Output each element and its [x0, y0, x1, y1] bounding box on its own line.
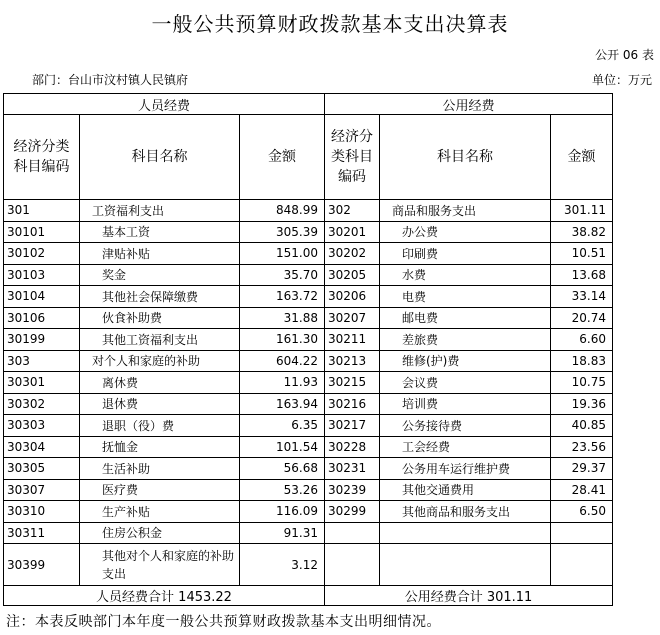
table-code: 公开 06 表	[595, 48, 654, 62]
personnel-code-cell: 30103	[4, 264, 80, 286]
personnel-total: 人员经费合计 1453.22	[4, 586, 325, 606]
unit-label: 单位：万元	[591, 73, 652, 87]
personnel-code-cell: 30303	[4, 415, 80, 437]
personnel-name-cell: 工资福利支出	[80, 200, 240, 222]
personnel-code-cell: 30311	[4, 522, 80, 544]
personnel-name-cell: 伙食补助费	[80, 307, 240, 329]
public-name-cell: 会议费	[380, 372, 551, 394]
personnel-code-cell: 30101	[4, 221, 80, 243]
personnel-amount-cell: 604.22	[240, 350, 325, 372]
personnel-amount-cell: 101.54	[240, 436, 325, 458]
personnel-code-cell: 30305	[4, 458, 80, 480]
header-name-personnel: 科目名称	[80, 115, 240, 200]
public-code-cell	[325, 544, 380, 586]
public-code-cell: 30202	[325, 243, 380, 265]
public-amount-cell: 40.85	[551, 415, 613, 437]
table-row	[4, 372, 613, 394]
public-amount-cell: 6.50	[551, 501, 613, 523]
personnel-amount-cell: 116.09	[240, 501, 325, 523]
header-amount-public: 金额	[551, 115, 613, 200]
personnel-name-cell: 医疗费	[80, 479, 240, 501]
public-code-cell: 30207	[325, 307, 380, 329]
personnel-name-cell: 抚恤金	[80, 436, 240, 458]
footnote: 注：本表反映部门本年度一般公共预算财政拨款基本支出明细情况。	[6, 614, 441, 630]
personnel-amount-cell: 6.35	[240, 415, 325, 437]
table-row	[4, 393, 613, 415]
public-name-cell: 其他交通费用	[380, 479, 551, 501]
header-amount-personnel: 金额	[240, 115, 325, 200]
public-amount-cell: 20.74	[551, 307, 613, 329]
table-row	[4, 286, 613, 308]
personnel-code-cell: 30102	[4, 243, 80, 265]
public-code-cell: 30216	[325, 393, 380, 415]
public-code-cell: 30206	[325, 286, 380, 308]
table-row	[4, 350, 613, 372]
public-amount-cell: 301.11	[551, 200, 613, 222]
table-row	[4, 436, 613, 458]
public-code-cell	[325, 522, 380, 544]
public-amount-cell: 10.51	[551, 243, 613, 265]
public-code-cell: 302	[325, 200, 380, 222]
public-name-cell: 公务用车运行维护费	[380, 458, 551, 480]
public-amount-cell	[551, 522, 613, 544]
personnel-code-cell: 30307	[4, 479, 80, 501]
personnel-name-cell: 其他社会保障缴费	[80, 286, 240, 308]
public-name-cell: 工会经费	[380, 436, 551, 458]
personnel-name-cell: 生活补助	[80, 458, 240, 480]
personnel-amount-cell: 161.30	[240, 329, 325, 351]
public-name-cell: 邮电费	[380, 307, 551, 329]
table-row	[4, 501, 613, 523]
public-amount-cell: 23.56	[551, 436, 613, 458]
public-code-cell: 30201	[325, 221, 380, 243]
personnel-name-cell: 住房公积金	[80, 522, 240, 544]
totals-row	[4, 586, 613, 606]
public-code-cell: 30205	[325, 264, 380, 286]
public-name-cell: 维修(护)费	[380, 350, 551, 372]
public-code-cell: 30239	[325, 479, 380, 501]
personnel-code-cell: 30399	[4, 544, 80, 586]
public-code-cell: 30211	[325, 329, 380, 351]
header-name-public: 科目名称	[380, 115, 551, 200]
public-name-cell	[380, 522, 551, 544]
personnel-amount-cell: 3.12	[240, 544, 325, 586]
table-row	[4, 544, 613, 586]
table-row	[4, 329, 613, 351]
public-name-cell: 公务接待费	[380, 415, 551, 437]
personnel-amount-cell: 35.70	[240, 264, 325, 286]
personnel-code-cell: 30310	[4, 501, 80, 523]
expenditure-table	[3, 93, 613, 606]
personnel-name-cell: 基本工资	[80, 221, 240, 243]
public-code-cell: 30228	[325, 436, 380, 458]
public-name-cell: 差旅费	[380, 329, 551, 351]
group-header-public: 公用经费	[325, 94, 613, 115]
personnel-amount-cell: 305.39	[240, 221, 325, 243]
personnel-code-cell: 301	[4, 200, 80, 222]
table-row	[4, 221, 613, 243]
personnel-name-cell: 津贴补贴	[80, 243, 240, 265]
header-code-personnel: 经济分类科目编码	[4, 115, 80, 200]
table-row	[4, 522, 613, 544]
personnel-name-cell: 对个人和家庭的补助	[80, 350, 240, 372]
department-label: 部门：台山市汶村镇人民镇府	[32, 73, 189, 87]
public-total: 公用经费合计 301.11	[325, 586, 613, 606]
public-amount-cell: 18.83	[551, 350, 613, 372]
public-code-cell: 30231	[325, 458, 380, 480]
table-row	[4, 415, 613, 437]
table-row	[4, 264, 613, 286]
table-row	[4, 200, 613, 222]
public-name-cell: 办公费	[380, 221, 551, 243]
public-name-cell: 水费	[380, 264, 551, 286]
personnel-name-cell: 退职（役）费	[80, 415, 240, 437]
personnel-name-cell: 奖金	[80, 264, 240, 286]
public-code-cell: 30213	[325, 350, 380, 372]
personnel-amount-cell: 56.68	[240, 458, 325, 480]
personnel-name-cell: 离休费	[80, 372, 240, 394]
personnel-code-cell: 30301	[4, 372, 80, 394]
personnel-name-cell: 生产补贴	[80, 501, 240, 523]
personnel-code-cell: 30199	[4, 329, 80, 351]
public-name-cell: 其他商品和服务支出	[380, 501, 551, 523]
personnel-code-cell: 303	[4, 350, 80, 372]
personnel-name-cell: 其他工资福利支出	[80, 329, 240, 351]
group-header-personnel: 人员经费	[4, 94, 325, 115]
personnel-code-cell: 30104	[4, 286, 80, 308]
personnel-amount-cell: 31.88	[240, 307, 325, 329]
public-name-cell: 商品和服务支出	[380, 200, 551, 222]
public-amount-cell: 6.60	[551, 329, 613, 351]
personnel-code-cell: 30302	[4, 393, 80, 415]
public-amount-cell: 33.14	[551, 286, 613, 308]
public-amount-cell: 10.75	[551, 372, 613, 394]
personnel-amount-cell: 53.26	[240, 479, 325, 501]
public-name-cell: 培训费	[380, 393, 551, 415]
table-row	[4, 307, 613, 329]
personnel-amount-cell: 11.93	[240, 372, 325, 394]
table-row	[4, 479, 613, 501]
public-amount-cell: 19.36	[551, 393, 613, 415]
public-code-cell: 30217	[325, 415, 380, 437]
personnel-amount-cell: 163.72	[240, 286, 325, 308]
public-amount-cell	[551, 544, 613, 586]
personnel-name-cell: 其他对个人和家庭的补助支出	[80, 544, 240, 586]
header-code-public: 经济分类科目编码	[325, 115, 380, 200]
personnel-amount-cell: 163.94	[240, 393, 325, 415]
public-name-cell: 印刷费	[380, 243, 551, 265]
personnel-code-cell: 30106	[4, 307, 80, 329]
personnel-code-cell: 30304	[4, 436, 80, 458]
personnel-amount-cell: 151.00	[240, 243, 325, 265]
page-title: 一般公共预算财政拨款基本支出决算表	[151, 12, 509, 36]
table-row	[4, 243, 613, 265]
personnel-amount-cell: 91.31	[240, 522, 325, 544]
table-row	[4, 458, 613, 480]
public-name-cell: 电费	[380, 286, 551, 308]
public-code-cell: 30215	[325, 372, 380, 394]
personnel-name-cell: 退休费	[80, 393, 240, 415]
public-name-cell	[380, 544, 551, 586]
public-amount-cell: 38.82	[551, 221, 613, 243]
public-code-cell: 30299	[325, 501, 380, 523]
public-amount-cell: 13.68	[551, 264, 613, 286]
personnel-amount-cell: 848.99	[240, 200, 325, 222]
public-amount-cell: 29.37	[551, 458, 613, 480]
public-amount-cell: 28.41	[551, 479, 613, 501]
